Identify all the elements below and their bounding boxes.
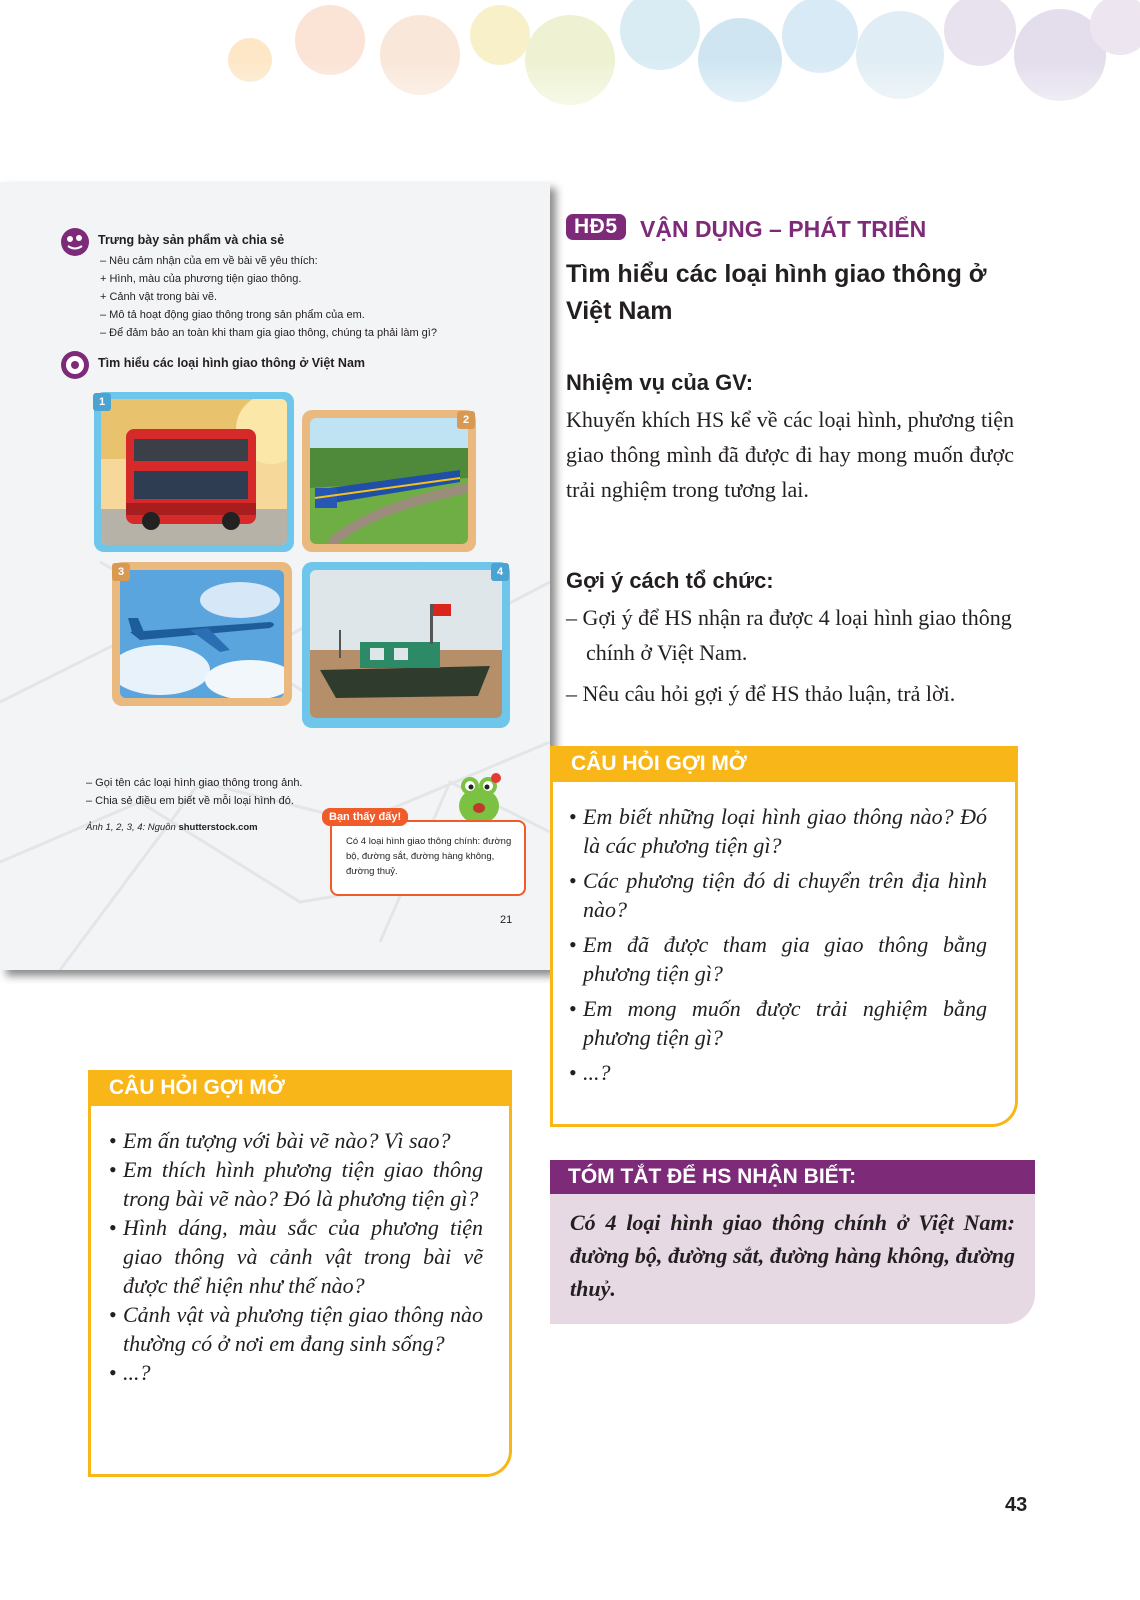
list-item: • Cảnh vật và phương tiện giao thông nào thường có ở nơi em đang sinh sống? — [109, 1300, 483, 1358]
list-item: – Nêu cảm nhận của em về bài vẽ yêu thích: — [100, 255, 318, 267]
list-item: – Gợi ý để HS nhận ra được 4 loại hình giao thông chính ở Việt Nam. — [566, 605, 1012, 665]
open-questions-list — [553, 782, 1015, 1087]
photo-credit: Ảnh 1, 2, 3, 4: Nguồn shutterstock.com — [86, 822, 258, 833]
photo-train — [310, 418, 468, 544]
page-number: 43 — [1005, 1494, 1028, 1516]
photo-number-1: 1 — [93, 393, 111, 411]
list-item: • Hình dáng, màu sắc của phương tiện giao thông và cảnh vật trong bài vẽ được thể hiện như thế nào? — [109, 1213, 483, 1300]
did-you-know-text: Có 4 loại hình giao thông chính: đường bộ, đường sắt, đường hàng không, đường thuỷ. — [346, 836, 512, 877]
open-questions-box-right — [550, 746, 1018, 1127]
did-you-know-tag: Bạn thấy đấy! — [322, 808, 408, 826]
list-item: • Em đã được tham gia giao thông bằng phương tiện gì? — [569, 930, 987, 988]
photo-tasks — [86, 774, 303, 810]
photo-number-2: 2 — [457, 411, 475, 429]
organize-heading: Gợi ý cách tổ chức: — [566, 568, 774, 593]
activity-title: VẬN DỤNG – PHÁT TRIỂN — [640, 216, 927, 242]
activity-badge: HĐ5 — [566, 214, 626, 240]
flower-icon — [60, 350, 90, 380]
open-questions-heading: CÂU HỎI GỢI MỞ — [91, 1070, 509, 1106]
teacher-task-heading: Nhiệm vụ của GV: — [566, 370, 754, 395]
section-transport-types-title: Tìm hiểu các loại hình giao thông ở Việt Nam — [98, 356, 366, 370]
textbook-page-number: 21 — [500, 914, 513, 926]
photo-airplane — [120, 570, 284, 698]
list-item: + Cảnh vật trong bài vẽ. — [100, 291, 218, 303]
list-item: • Các phương tiện đó di chuyển trên địa hình nào? — [569, 866, 987, 924]
photo-boat — [310, 570, 502, 718]
list-item: + Hình, màu của phương tiện giao thông. — [100, 273, 302, 285]
summary-heading: TÓM TẮT ĐỂ HS NHẬN BIẾT: — [550, 1160, 1035, 1194]
list-item: • ...? — [109, 1358, 483, 1387]
photo-number-3: 3 — [112, 563, 130, 581]
palette-icon — [60, 227, 90, 257]
list-item: – Nêu câu hỏi gợi ý để HS thảo luận, trả lời. — [566, 681, 956, 706]
photo-bus — [101, 399, 287, 545]
list-item: • ...? — [569, 1058, 987, 1087]
list-item: – Mô tả hoạt động giao thông trong sản phẩm của em. — [100, 309, 365, 321]
list-item: • Em thích hình phương tiện giao thông trong bài vẽ nào? Đó là phương tiện gì? — [109, 1155, 483, 1213]
open-questions-heading: CÂU HỎI GỢI MỞ — [553, 746, 1015, 782]
organize-list — [566, 600, 1014, 711]
section-display-share-list — [100, 252, 437, 342]
list-item: • Em biết những loại hình giao thông nào? Đó là các phương tiện gì? — [569, 802, 987, 860]
list-item: • Em mong muốn được trải nghiệm bằng phương tiện gì? — [569, 994, 987, 1052]
list-item: – Chia sẻ điều em biết về mỗi loại hình đó. — [86, 795, 294, 807]
frog-mascot-icon — [452, 772, 506, 826]
activity-main-title: Tìm hiểu các loại hình giao thông ở Việt Nam — [566, 260, 987, 325]
summary-text: Có 4 loại hình giao thông chính ở Việt Nam: đường bộ, đường sắt, đường hàng không, đường thuỷ. — [550, 1194, 1035, 1324]
section-display-share-title: Trưng bày sản phẩm và chia sẻ — [98, 233, 285, 247]
list-item: – Để đảm bảo an toàn khi tham gia giao thông, chúng ta phải làm gì? — [100, 327, 437, 339]
open-questions-box-left — [88, 1070, 512, 1477]
open-questions-list — [91, 1106, 509, 1387]
list-item: • Em ấn tượng với bài vẽ nào? Vì sao? — [109, 1126, 483, 1155]
textbook-page-thumbnail — [0, 182, 550, 970]
photo-number-4: 4 — [491, 563, 509, 581]
teacher-task-text: Khuyến khích HS kể về các loại hình, phương tiện giao thông mình đã được đi hay mong muốn được trải nghiệm trong tương lai. — [566, 407, 1014, 502]
list-item: – Gọi tên các loại hình giao thông trong ảnh. — [86, 777, 303, 789]
decorative-header-band — [0, 0, 1140, 150]
